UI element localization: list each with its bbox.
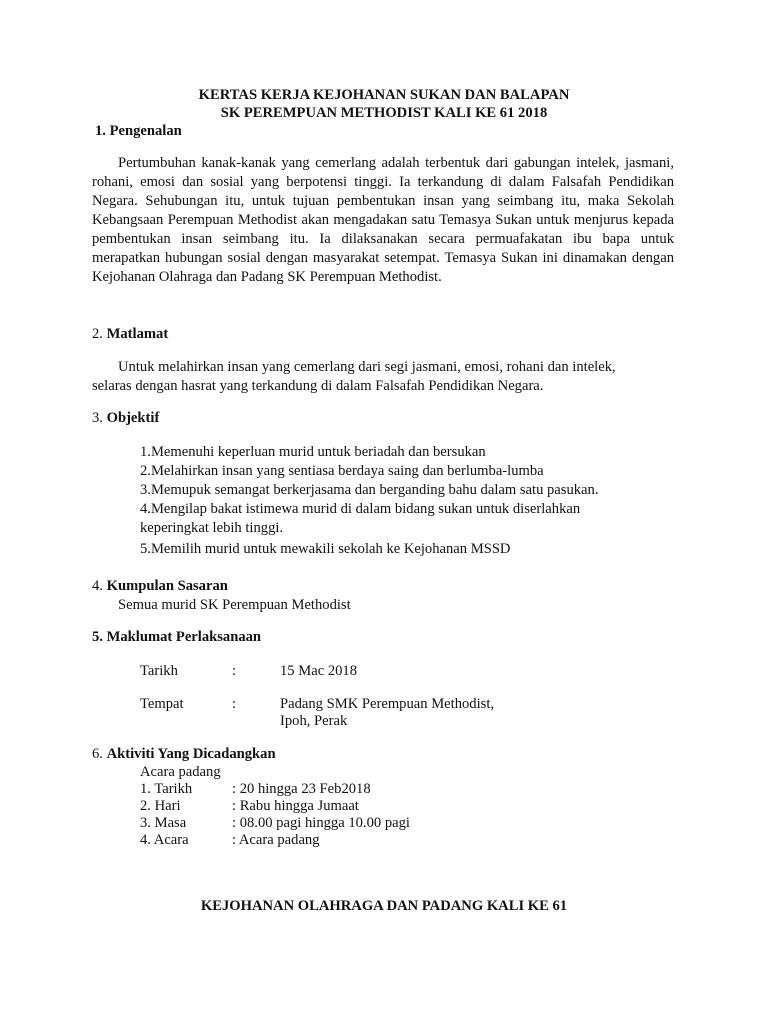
section-6-heading <box>92 745 276 764</box>
section-2-line2: selaras dengan hasrat yang terkandung di dalam Falsafah Pendidikan Negara. <box>92 378 544 394</box>
activity-value: : Acara padang <box>232 832 320 848</box>
footer-heading: KEJOHANAN OLAHRAGA DAN PADANG KALI KE 61 <box>200 898 568 914</box>
activity-label: 4. Acara <box>140 832 189 848</box>
activity-label: 2. Hari <box>140 798 181 814</box>
activity-subheading: Acara padang <box>140 764 221 780</box>
objective-item: 3.Memupuk semangat berkerjasama dan berganding bahu dalam satu pasukan. <box>140 482 599 498</box>
objective-item: 4.Mengilap bakat istimewa murid di dalam bidang sukan untuk diserlahkan <box>140 501 581 517</box>
section-2-number: 2. <box>92 326 103 342</box>
section-2-title: Matlamat <box>106 326 169 342</box>
section-4-number: 4. <box>92 578 103 594</box>
objective-item: 2.Melahirkan insan yang sentiasa berdaya saing dan berlumba-lumba <box>140 463 544 479</box>
section-3-heading <box>92 409 159 428</box>
section-2-heading <box>92 325 168 344</box>
section-1-heading: 1. Pengenalan <box>95 123 182 139</box>
section-1-paragraph <box>92 154 674 287</box>
section-3-number: 3. <box>92 410 103 426</box>
info-label-tempat: Tempat <box>140 696 184 712</box>
section-4-heading <box>92 577 228 596</box>
section-5-heading: 5. Maklumat Perlaksanaan <box>92 629 262 645</box>
objective-item: 5.Memilih murid untuk mewakili sekolah ke Kejohanan MSSD <box>140 541 511 557</box>
info-value-tarikh: 15 Mac 2018 <box>280 663 358 679</box>
info-colon: : <box>232 663 237 679</box>
section-4-title: Kumpulan Sasaran <box>106 578 228 594</box>
activity-value: : 20 hingga 23 Feb2018 <box>232 781 371 797</box>
document-title-line1: KERTAS KERJA KEJOHANAN SUKAN DAN BALAPAN <box>198 87 570 103</box>
section-2-line1: Untuk melahirkan insan yang cemerlang dari segi jasmani, emosi, rohani dan intelek, <box>118 359 616 375</box>
objective-item-continuation: keperingkat lebih tinggi. <box>140 520 284 536</box>
info-value-tempat: Padang SMK Perempuan Methodist, <box>280 696 495 712</box>
document-title-line2: SK PEREMPUAN METHODIST KALI KE 61 2018 <box>220 105 548 121</box>
section-6-title: Aktiviti Yang Dicadangkan <box>106 746 276 762</box>
section-3-title: Objektif <box>106 410 160 426</box>
section-4-text: Semua murid SK Perempuan Methodist <box>118 597 351 613</box>
info-value-tempat-line2: Ipoh, Perak <box>280 713 348 729</box>
activity-label: 1. Tarikh <box>140 781 193 797</box>
info-colon: : <box>232 696 237 712</box>
objective-item: 1.Memenuhi keperluan murid untuk beriadah dan bersukan <box>140 444 486 460</box>
activity-label: 3. Masa <box>140 815 187 831</box>
section-6-number: 6. <box>92 746 103 762</box>
activity-value: : Rabu hingga Jumaat <box>232 798 359 814</box>
activity-value: : 08.00 pagi hingga 10.00 pagi <box>232 815 410 831</box>
section-1-paragraph-text: Pertumbuhan kanak-kanak yang cemerlang adalah terbentuk dari gabungan intelek, jasmani, rohani, emosi dan sosial yang berpotensi tinggi. Ia terkandung di dalam Falsafah Pendidikan Negara. Sehubungan itu, untuk tujuan pembentukan insan yang seimbang itu, maka Sekolah Kebangsaan Perempuan Methodist akan mengadakan satu Temasya Sukan untuk menjurus kepada pembentukan insan seimbang itu. Ia dilaksanakan secara permuafakatan ibu bapa untuk merapatkan hubungan sosial dengan masyarakat setempat. Temasya Sukan ini dinamakan dengan Kejohanan Olahraga dan Padang SK Perempuan Methodist. <box>92 155 674 285</box>
info-label-tarikh: Tarikh <box>140 663 178 679</box>
